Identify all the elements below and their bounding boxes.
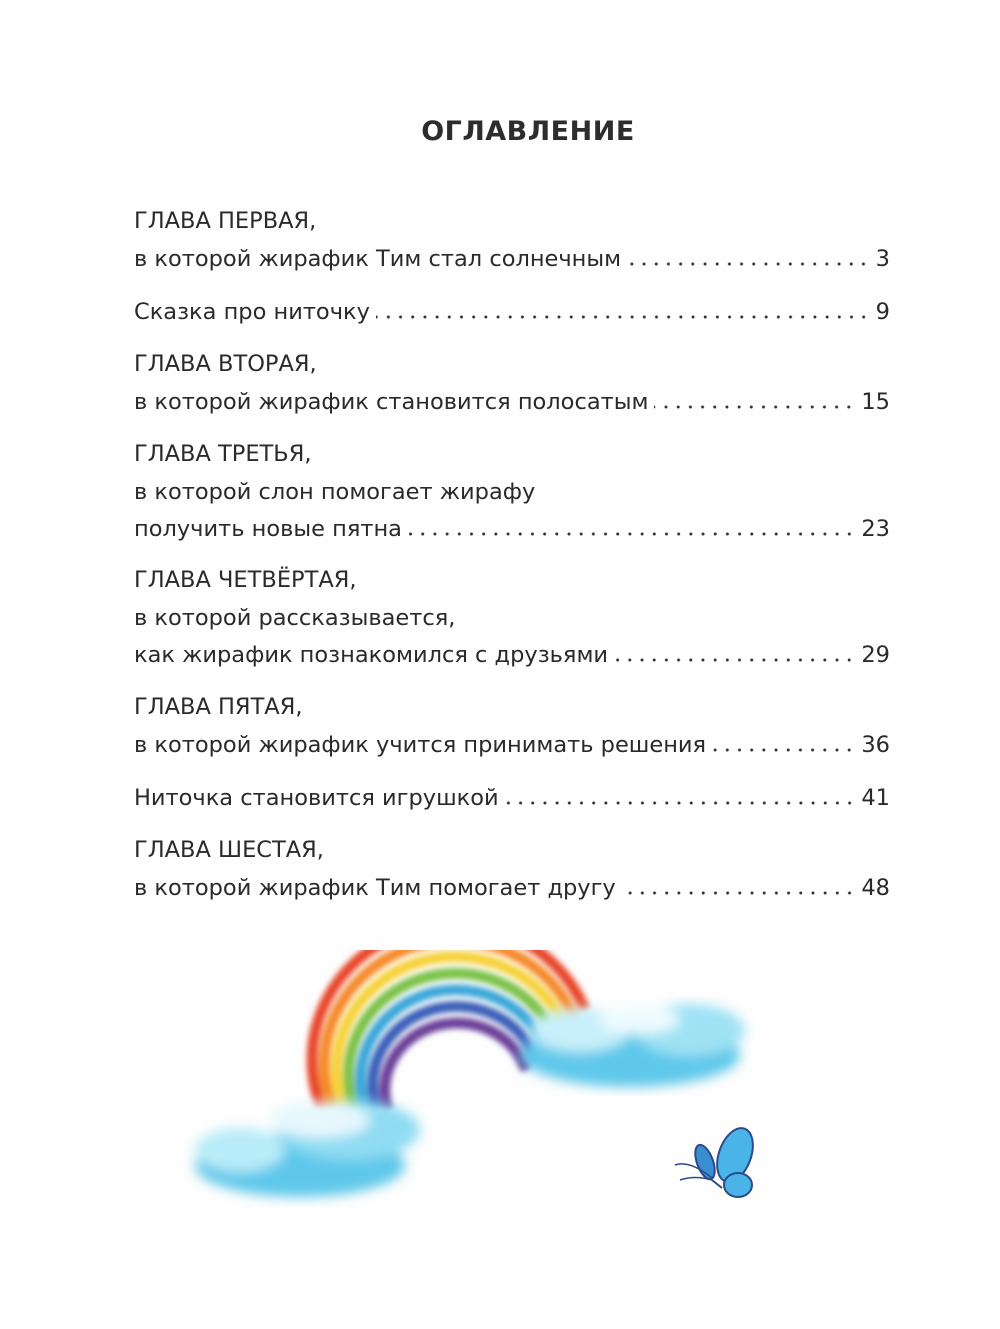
page-number: 15 <box>861 389 890 415</box>
entry-text: в которой рассказывается, <box>134 605 456 631</box>
toc-line <box>134 244 890 274</box>
entry-text: в которой жирафик становится полосатым <box>134 389 649 415</box>
entry-text: получить новые пятна <box>134 516 402 542</box>
chapter-heading: ГЛАВА ПЯТАЯ, <box>134 694 303 720</box>
chapter-heading: ГЛАВА ТРЕТЬЯ, <box>134 441 312 467</box>
dot-leader <box>712 747 855 753</box>
chapter-heading: ГЛАВА ВТОРАЯ, <box>134 351 317 377</box>
entry-text: в которой слон помогает жирафу <box>134 479 536 505</box>
entry-text: в которой жирафик учится принимать решения <box>134 732 707 758</box>
page-number: 9 <box>875 299 890 325</box>
dot-leader <box>376 314 870 320</box>
chapter-heading: ГЛАВА ШЕСТАЯ, <box>134 837 324 863</box>
page-number: 3 <box>875 246 890 272</box>
butterfly-icon <box>675 1123 760 1197</box>
chapter-heading: ГЛАВА ПЕРВАЯ, <box>134 208 317 234</box>
toc-line <box>134 297 890 327</box>
page-number: 41 <box>861 785 890 811</box>
toc-line <box>134 730 890 760</box>
entry-text: в которой жирафик Тим стал солнечным <box>134 246 622 272</box>
entry-text: в которой жирафик Тим помогает другу <box>134 875 616 901</box>
entry-text: как жирафик познакомился с друзьями <box>134 642 609 668</box>
dot-leader <box>614 657 855 663</box>
rainbow-illustration <box>0 950 1000 1250</box>
page-title: ОГЛАВЛЕНИЕ <box>421 116 635 147</box>
page-number: 36 <box>861 732 890 758</box>
entry-text: Ниточка становится игрушкой <box>134 785 499 811</box>
chapter-heading: ГЛАВА ЧЕТВЁРТАЯ, <box>134 567 357 593</box>
page-number: 23 <box>861 516 890 542</box>
toc-line <box>134 873 890 903</box>
dot-leader <box>627 261 870 267</box>
toc-line <box>134 640 890 670</box>
cloud-left-icon <box>195 1100 420 1197</box>
entry-text: Сказка про ниточку <box>134 299 370 325</box>
page-number: 48 <box>861 875 890 901</box>
dot-leader <box>505 800 856 806</box>
dot-leader <box>654 404 855 410</box>
dot-leader <box>622 890 856 896</box>
toc-line <box>134 514 890 544</box>
toc-line <box>134 783 890 813</box>
cloud-right-icon <box>520 1004 745 1087</box>
dot-leader <box>408 531 855 537</box>
page-number: 29 <box>861 642 890 668</box>
toc-line <box>134 387 890 417</box>
